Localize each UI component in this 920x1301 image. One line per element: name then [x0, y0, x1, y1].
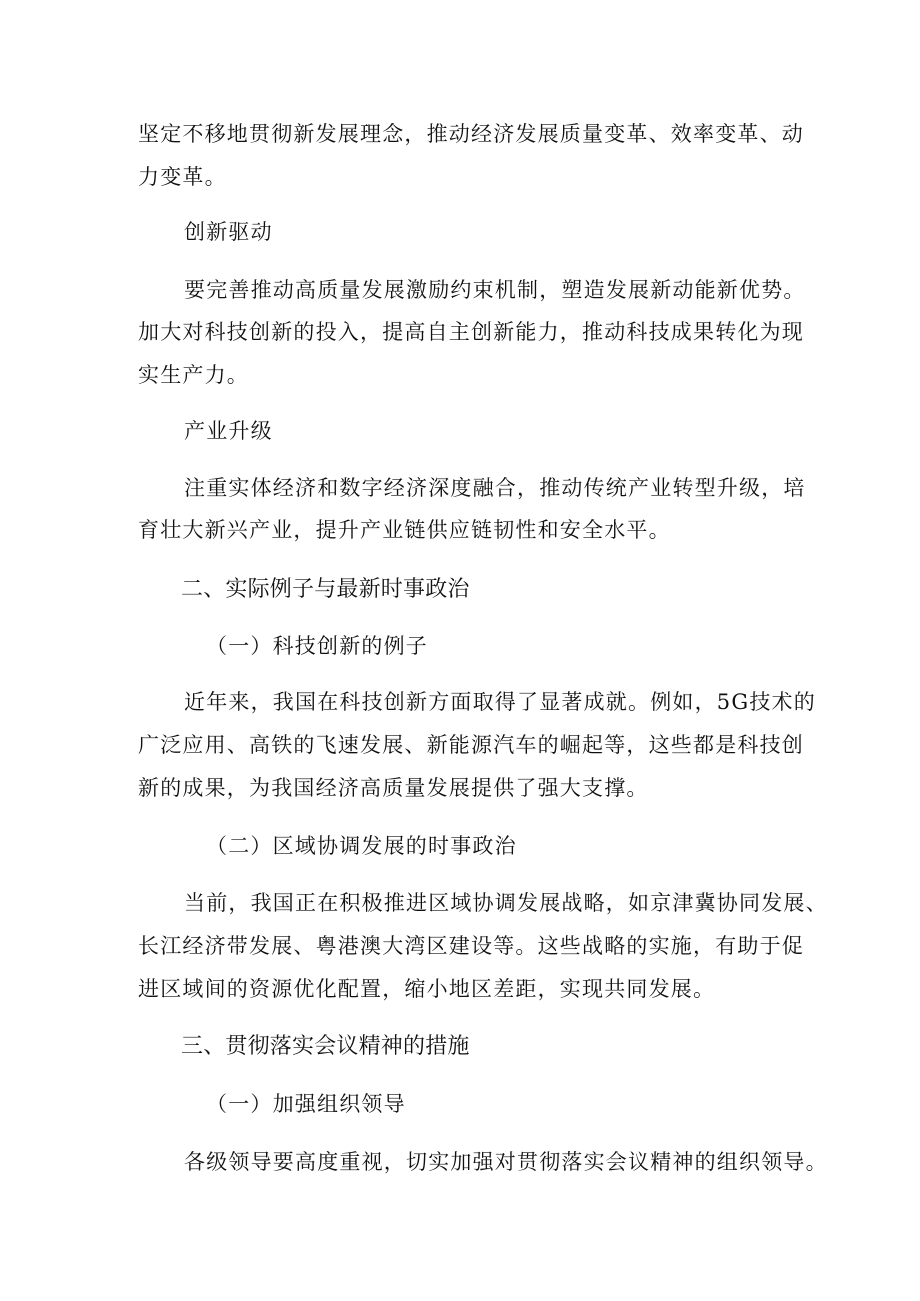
paragraph-line: 坚定不移地贯彻新发展理念，推动经济发展质量变革、效率变革、动: [138, 122, 804, 146]
paragraph-line: 要完善推动高质量发展激励约束机制，塑造发展新动能新优势。: [184, 278, 806, 302]
paragraph-line: 各级领导要高度重视，切实加强对贯彻落实会议精神的组织领导。: [184, 1150, 828, 1174]
subsection-title: （一）加强组织领导: [206, 1092, 406, 1116]
paragraph-line: 近年来，我国在科技创新方面取得了显著成就。例如，5G技术的: [184, 690, 816, 714]
paragraph-line: 注重实体经济和数字经济深度融合，推动传统产业转型升级，培: [184, 476, 806, 500]
paragraph-line: 加大对科技创新的投入，提高自主创新能力，推动科技成果转化为现: [138, 320, 804, 344]
subsection-title: （一）科技创新的例子: [206, 634, 428, 658]
section-heading-3: 三、贯彻落实会议精神的措施: [181, 1034, 470, 1059]
paragraph-line: 长江经济带发展、粤港澳大湾区建设等。这些战略的实施，有助于促: [138, 934, 804, 958]
paragraph-line: 进区域间的资源优化配置，缩小地区差距，实现共同发展。: [138, 977, 716, 1001]
paragraph-line: 广泛应用、高铁的飞速发展、新能源汽车的崛起等，这些都是科技创: [138, 733, 804, 757]
section-heading-2: 二、实际例子与最新时事政治: [181, 577, 470, 602]
paragraph-line: 当前，我国正在积极推进区域协调发展战略，如京津冀协同发展、: [184, 891, 828, 915]
subheading-industry: 产业升级: [184, 419, 273, 443]
subsection-title: （二）区域协调发展的时事政治: [206, 834, 517, 858]
paragraph-line: 育壮大新兴产业，提升产业链供应链韧性和安全水平。: [138, 518, 671, 542]
subheading-innovation: 创新驱动: [184, 220, 273, 244]
paragraph-line: 力变革。: [138, 165, 227, 189]
paragraph-line: 新的成果，为我国经济高质量发展提供了强大支撑。: [138, 776, 649, 800]
paragraph-line: 实生产力。: [138, 363, 249, 387]
